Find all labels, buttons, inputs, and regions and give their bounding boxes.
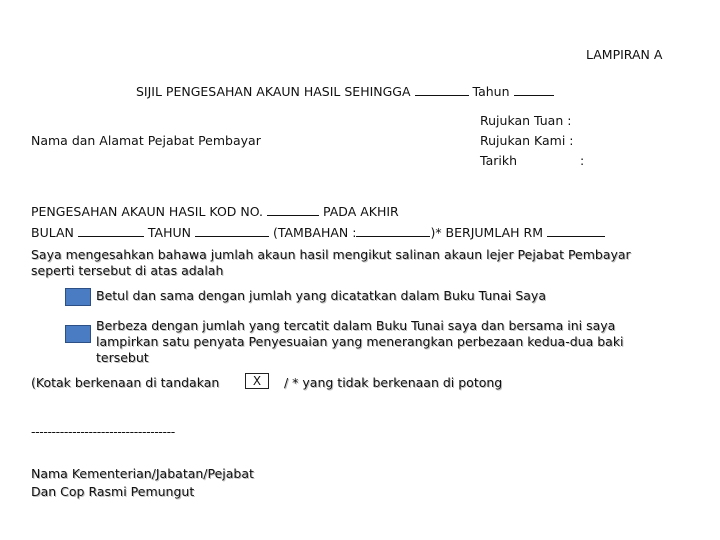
option-different-text-2: lampirkan satu penyata Penyesuaian yang menerangkan perbezaan kedua-dua baki	[96, 334, 624, 349]
cert-total-label: )* BERJUMLAH RM	[430, 225, 543, 240]
cert-end-label: PADA AKHIR	[323, 204, 399, 219]
official-stamp-label: Dan Cop Rasmi Pemungut	[31, 484, 195, 499]
cert-year-blank[interactable]	[195, 224, 269, 237]
ministry-name-label: Nama Kementerian/Jabatan/Pejabat	[31, 466, 254, 481]
signature-line: -----------------------------------	[31, 424, 175, 439]
ref-date-colon: :	[580, 153, 585, 168]
cert-total-blank[interactable]	[547, 224, 605, 237]
option-different-text-3: tersebut	[96, 350, 149, 365]
cert-year-label: TAHUN	[147, 225, 191, 240]
statement-line-1: Saya mengesahkan bahawa jumlah akaun hasil mengikut salinan akaun lejer Pejabat Pembayar	[31, 247, 631, 262]
ref-our: Rujukan Kami :	[480, 133, 574, 148]
ref-your: Rujukan Tuan :	[480, 113, 572, 128]
option-different-text-1: Berbeza dengan jumlah yang tercatit dalam Buku Tunai saya dan bersama ini saya	[96, 318, 616, 333]
payer-label: Nama dan Alamat Pejabat Pembayar	[31, 133, 261, 148]
cert-code-label: PENGESAHAN AKAUN HASIL KOD NO.	[31, 204, 264, 219]
cert-month-label: BULAN	[31, 225, 74, 240]
option-different-checkbox[interactable]	[65, 325, 91, 343]
ref-date: Tarikh	[480, 153, 517, 168]
cert-month-blank[interactable]	[78, 224, 144, 237]
title-year-label: Tahun	[472, 84, 510, 99]
certificate-title	[136, 83, 554, 100]
option-correct-checkbox[interactable]	[65, 288, 91, 306]
example-marked-box: X	[245, 373, 269, 389]
cert-code-blank[interactable]	[267, 203, 319, 216]
cert-addition-label: (TAMBAHAN :	[272, 225, 357, 240]
instruction-right: / * yang tidak berkenaan di potong	[284, 375, 503, 390]
cert-addition-blank[interactable]	[356, 224, 430, 237]
title-blank-date[interactable]	[415, 83, 469, 96]
title-lead: SIJIL PENGESAHAN AKAUN HASIL SEHINGGA	[136, 84, 411, 99]
instruction-left: (Kotak berkenaan di tandakan	[31, 375, 220, 390]
appendix-label: LAMPIRAN A	[586, 47, 663, 62]
option-correct-text: Betul dan sama dengan jumlah yang dicatatkan dalam Buku Tunai Saya	[96, 288, 546, 303]
cert-line-2	[31, 224, 605, 241]
title-blank-year[interactable]	[514, 83, 554, 96]
statement-line-2: seperti tersebut di atas adalah	[31, 263, 224, 278]
cert-line-1	[31, 203, 399, 220]
